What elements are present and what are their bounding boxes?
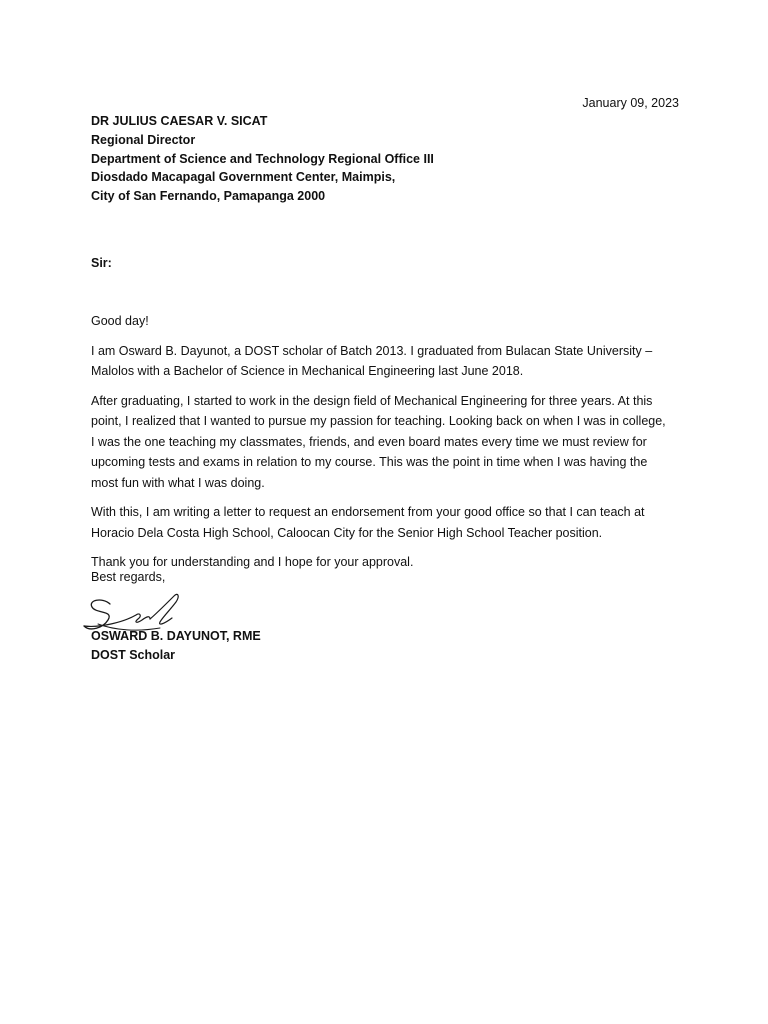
recipient-name: DR JULIUS CAESAR V. SICAT	[91, 114, 268, 128]
recipient-block	[91, 112, 434, 206]
paragraph-line: upcoming tests and exams in relation to my course. This was the point in time when I was having the	[91, 455, 648, 469]
signatory-name: OSWARD B. DAYUNOT, RME	[91, 629, 261, 643]
signatory-title: DOST Scholar	[91, 648, 176, 662]
closing: Best regards,	[91, 570, 166, 584]
paragraph-line: With this, I am writing a letter to request an endorsement from your good office so that I can teach at	[91, 505, 645, 519]
paragraph-line: Malolos with a Bachelor of Science in Mechanical Engineering last June 2018.	[91, 364, 524, 378]
letter-date: January 09, 2023	[582, 96, 679, 110]
recipient-position: Regional Director	[91, 132, 196, 147]
paragraph-request	[91, 502, 691, 543]
greeting: Good day!	[91, 314, 149, 328]
paragraph-intro	[91, 341, 691, 382]
recipient-address-line2: City of San Fernando, Pamapanga 2000	[91, 189, 326, 204]
paragraph-line: After graduating, I started to work in the design field of Mechanical Engineering for three years. At this	[91, 393, 653, 408]
recipient-office: Department of Science and Technology Regional Office III	[91, 151, 434, 166]
salutation: Sir:	[91, 256, 112, 270]
paragraph-thanks	[91, 552, 691, 573]
letter-body	[91, 311, 691, 582]
paragraph-line: most fun with what I was doing.	[91, 475, 265, 490]
paragraph-line: I am Osward B. Dayunot, a DOST scholar of Batch 2013. I graduated from Bulacan State University –	[91, 343, 653, 358]
paragraph-background	[91, 391, 691, 494]
paragraph-line: point, I realized that I wanted to pursue my passion for teaching. Looking back on when I was in college,	[91, 414, 666, 428]
paragraph-line: Horacio Dela Costa High School, Caloocan City for the Senior High School Teacher position.	[91, 525, 603, 540]
recipient-address-line1: Diosdado Macapagal Government Center, Maimpis,	[91, 170, 396, 185]
paragraph-line: I was the one teaching my classmates, friends, and even board mates every time we must review for	[91, 434, 647, 449]
paragraph-line: Thank you for understanding and I hope for your approval.	[91, 555, 414, 569]
